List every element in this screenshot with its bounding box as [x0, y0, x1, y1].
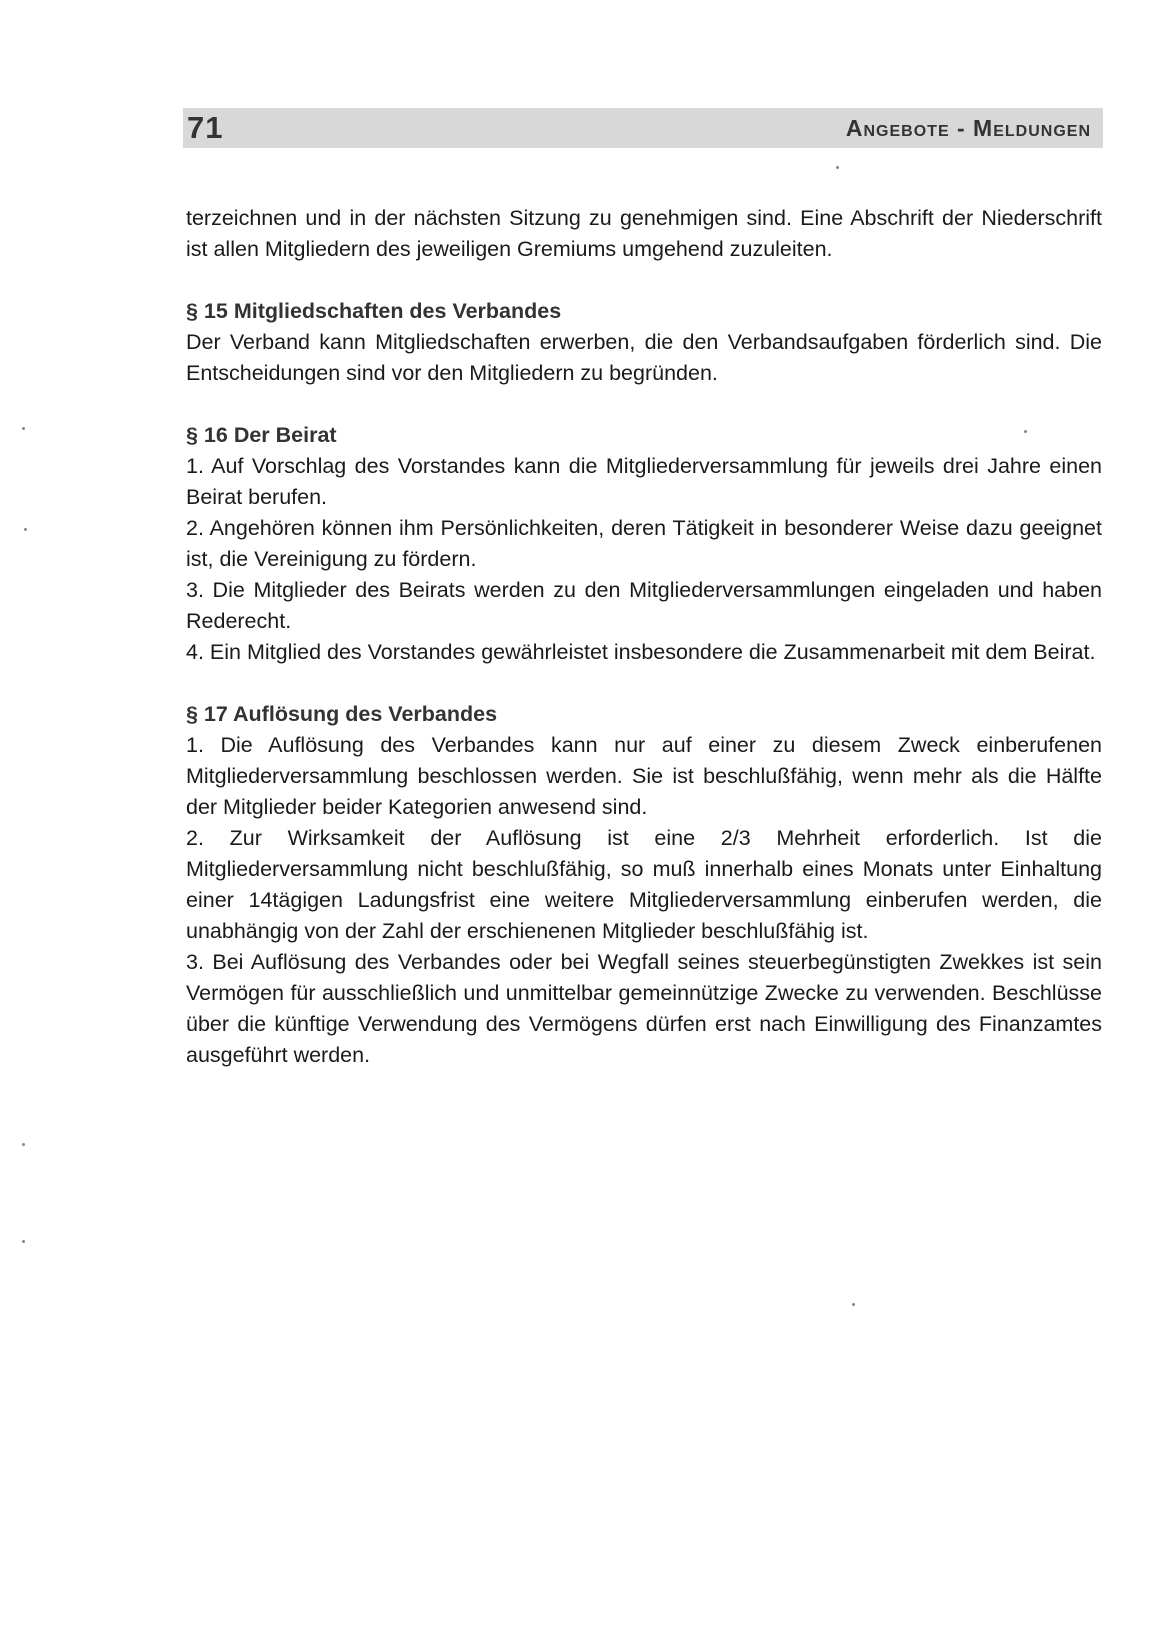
section-heading: § 15 Mitgliedschaften des Verbandes	[186, 299, 562, 323]
scan-speck	[22, 1143, 25, 1146]
section-heading: § 16 Der Beirat	[186, 423, 337, 447]
running-section-title: Angebote - Meldungen	[845, 114, 1091, 141]
section-17	[186, 699, 1102, 1071]
section-paragraph: 3. Die Mitglieder des Beirats werden zu den Mitgliederversammlungen eingeladen und haben Rederecht.	[186, 578, 1102, 633]
section-paragraph: Der Verband kann Mitgliedschaften erwerben, die den Verbandsaufgaben förderlich sind. Die Entscheidungen sind vor den Mitgliedern zu begründen.	[186, 330, 1102, 385]
body-text	[186, 203, 1102, 1071]
page-number: 71	[187, 110, 224, 145]
scan-speck	[836, 166, 839, 169]
scan-speck	[22, 427, 25, 430]
section-paragraph: 1. Auf Vorschlag des Vorstandes kann die Mitgliederversammlung für jeweils drei Jahre einen Beirat berufen.	[186, 454, 1102, 509]
section-16	[186, 420, 1102, 668]
section-paragraph: 2. Zur Wirksamkeit der Auflösung ist eine 2/3 Mehrheit erforderlich. Ist die Mitgliederversammlung nicht beschlußfähig, so muß innerhalb eines Monats unter Einhaltung einer 14tägigen Ladungsfrist eine weitere Mitgliederversammlung einberufen werden, die unabhängig von der Zahl der erschienenen Mitglieder beschlußfähig ist.	[186, 826, 1102, 943]
section-paragraph: 1. Die Auflösung des Verbandes kann nur auf einer zu diesem Zweck einberufenen Mitgliederversammlung beschlossen werden. Sie ist beschlußfähig, wenn mehr als die Hälfte der Mitglieder beider Kategorien anwesend sind.	[186, 733, 1102, 819]
scan-speck	[24, 528, 27, 531]
section-paragraph: 2. Angehören können ihm Persönlichkeiten, deren Tätigkeit in besonderer Weise dazu geeignet ist, die Vereinigung zu fördern.	[186, 516, 1102, 571]
section-heading: § 17 Auflösung des Verbandes	[186, 702, 498, 726]
section-paragraph: 3. Bei Auflösung des Verbandes oder bei Wegfall seines steuerbegünstigten Zwekkes ist sein Vermögen für ausschließlich und unmittelbar gemeinnützige Zwecke zu verwenden. Beschlüsse über die künftige Verwendung des Vermögens dürfen erst nach Einwilligung des Finanzamtes ausgeführt werden.	[186, 950, 1102, 1067]
running-header	[183, 108, 1103, 148]
section-paragraph: 4. Ein Mitglied des Vorstandes gewährleistet insbesondere die Zusammenarbeit mit dem Beirat.	[186, 640, 1096, 664]
intro-paragraph: terzeichnen und in der nächsten Sitzung zu genehmigen sind. Eine Abschrift der Niederschrift ist allen Mitgliedern des jeweiligen Gremiums umgehend zuzuleiten.	[186, 206, 1102, 261]
scan-speck	[1024, 430, 1027, 433]
section-15	[186, 296, 1102, 389]
scan-speck	[22, 1240, 25, 1243]
scan-speck	[852, 1303, 855, 1306]
